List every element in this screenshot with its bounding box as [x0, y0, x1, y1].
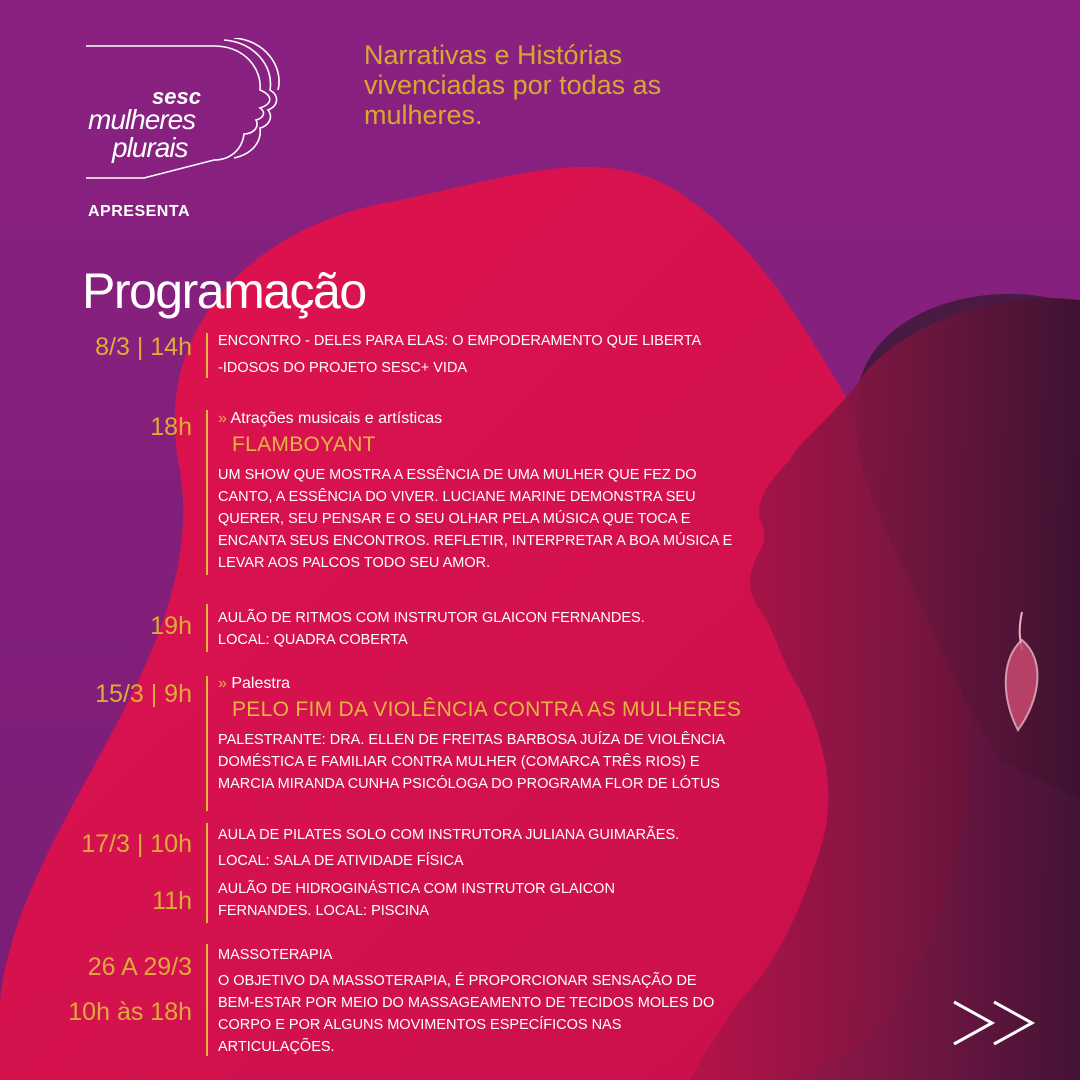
event-date: 26 A 29/3 — [87, 953, 192, 981]
divider-line — [206, 333, 208, 378]
event-description: AULÃO DE RITMOS COM INSTRUTOR GLAICON FERNANDES. — [218, 610, 645, 626]
event-time: 10h às 18h — [68, 998, 192, 1026]
event-description: ENCONTRO - DELES PARA ELAS: O EMPODERAMENTO QUE LIBERTA — [218, 333, 702, 349]
event-description: LOCAL: QUADRA COBERTA — [218, 632, 408, 648]
tagline: Narrativas e Histórias vivenciadas por todas as mulheres. — [364, 40, 662, 130]
raquo-icon: » — [218, 410, 227, 427]
event-title: FLAMBOYANT — [232, 433, 376, 456]
event-description: PALESTRANTE: DRA. ELLEN DE FREITAS BARBOSA JUÍZA DE VIOLÊNCIA DOMÉSTICA E FAMILIAR CONTRA MULHER (COMARCA TRÊS RIOS) E MARCIA MIRANDA CUNHA PSICÓLOGA DO PROGRAMA FLOR DE LÓTUS — [218, 732, 725, 792]
event-time: 11h — [152, 887, 192, 915]
event-description: LOCAL: SALA DE ATIVIDADE FÍSICA — [218, 853, 464, 869]
event-title: PELO FIM DA VIOLÊNCIA CONTRA AS MULHERES — [232, 698, 742, 721]
event-date: 17/3 | 10h — [81, 830, 192, 858]
event-category-label: Palestra — [231, 675, 291, 692]
event-description: AULÃO DE HIDROGINÁSTICA COM INSTRUTOR GLAICON FERNANDES. LOCAL: PISCINA — [218, 881, 615, 919]
event-description: AULA DE PILATES SOLO COM INSTRUTORA JULIANA GUIMARÃES. — [218, 827, 680, 843]
event-date: 8/3 | 14h — [95, 333, 192, 361]
presents-label: APRESENTA — [88, 203, 190, 220]
logo-word-mulheres: mulheres — [88, 104, 196, 135]
double-chevron-right-icon[interactable] — [950, 998, 1040, 1048]
event-description: O OBJETIVO DA MASSOTERAPIA, É PROPORCIONAR SENSAÇÃO DE BEM-ESTAR POR MEIO DO MASSAGEAMENTO DE TECIDOS MOLES DO CORPO E POR ALGUNS MOVIMENTOS ESPECÍFICOS NAS ARTICULAÇÕES. — [218, 973, 715, 1055]
event-time: 18h — [150, 413, 192, 441]
event-title: MASSOTERAPIA — [218, 947, 333, 963]
event-category — [218, 410, 442, 428]
divider-line — [206, 410, 208, 575]
logo-word-plurais: plurais — [112, 132, 188, 163]
divider-line — [206, 944, 208, 1056]
event-time: 19h — [150, 612, 192, 640]
logo-word-sesc: sesc — [152, 84, 201, 109]
event-description: UM SHOW QUE MOSTRA A ESSÊNCIA DE UMA MULHER QUE FEZ DO CANTO, A ESSÊNCIA DO VIVER. LUCIANE MARINE DEMONSTRA SEU QUERER, SEU PENSAR E O SEU OLHAR PELA MÚSICA QUE TOCA E ENCANTA SEUS ENCONTROS. REFLETIR, INTERPRETAR A BOA MÚSICA E LEVAR AOS PALCOS TODO SEU AMOR. — [218, 467, 733, 571]
event-category-label: Atrações musicais e artísticas — [230, 410, 443, 427]
page-title: Programação — [82, 263, 366, 319]
divider-line — [206, 676, 208, 811]
divider-line — [206, 604, 208, 652]
event-category — [218, 675, 290, 693]
raquo-icon: » — [218, 675, 227, 692]
event-description: -IDOSOS DO PROJETO SESC+ VIDA — [218, 360, 468, 376]
divider-line — [206, 823, 208, 923]
event-date: 15/3 | 9h — [95, 680, 192, 708]
